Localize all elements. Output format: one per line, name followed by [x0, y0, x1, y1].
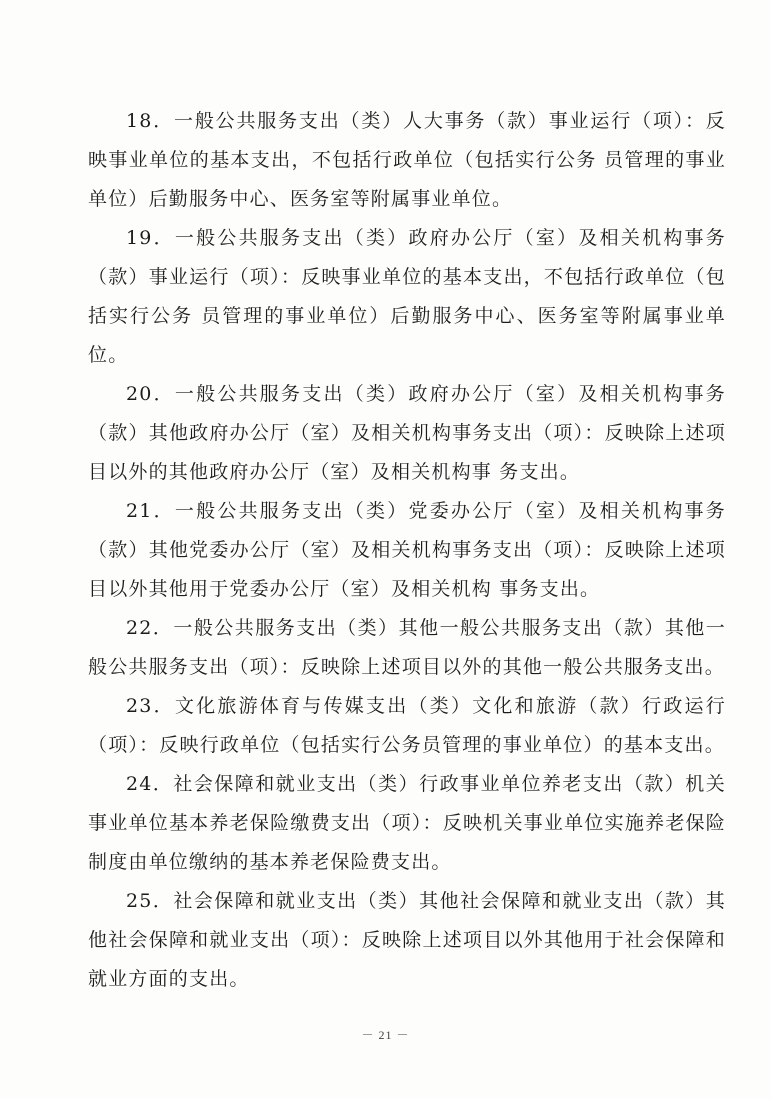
page-number: － 21 － [361, 1028, 410, 1042]
paragraph-18: 18．一般公共服务支出（类）人大事务（款）事业运行（项）：反映事业单位的基本支出，不包括行政单位（包括实行公务 员管理的事业单位）后勤服务中心、医务室等附属事业单位。 [88, 110, 726, 210]
paragraph-24: 24．社会保障和就业支出（类）行政事业单位养老支出（款）机关事业单位基本养老保险缴费支出（项）：反映机关事业单位实施养老保险制度由单位缴纳的基本养老保险费支出。 [88, 773, 726, 873]
paragraph-25: 25．社会保障和就业支出（类）其他社会保障和就业支出（款）其他社会保障和就业支出（项）：反映除上述项目以外其他用于社会保障和就业方面的支出。 [88, 890, 726, 990]
paragraph-23: 23．文化旅游体育与传媒支出（类）文化和旅游（款）行政运行（项）：反映行政单位（包括实行公务员管理的事业单位）的基本支出。 [88, 695, 726, 756]
document-body [88, 102, 726, 999]
paragraph-22: 22．一般公共服务支出（类）其他一般公共服务支出（款）其他一般公共服务支出（项）：反映除上述项目以外的其他一般公共服务支出。 [88, 617, 726, 678]
paragraph-20: 20．一般公共服务支出（类）政府办公厅（室）及相关机构事务（款）其他政府办公厅（室）及相关机构事务支出（项）：反映除上述项目以外的其他政府办公厅（室）及相关机构事 务支出。 [88, 383, 726, 483]
paragraph-19: 19．一般公共服务支出（类）政府办公厅（室）及相关机构事务（款）事业运行（项）：反映事业单位的基本支出，不包括行政单位（包括实行公务 员管理的事业单位）后勤服务中心、医务室等附属事业单位。 [88, 227, 726, 366]
paragraph-21: 21．一般公共服务支出（类）党委办公厅（室）及相关机构事务（款）其他党委办公厅（室）及相关机构事务支出（项）：反映除上述项目以外其他用于党委办公厅（室）及相关机构 事务支出。 [88, 500, 726, 600]
